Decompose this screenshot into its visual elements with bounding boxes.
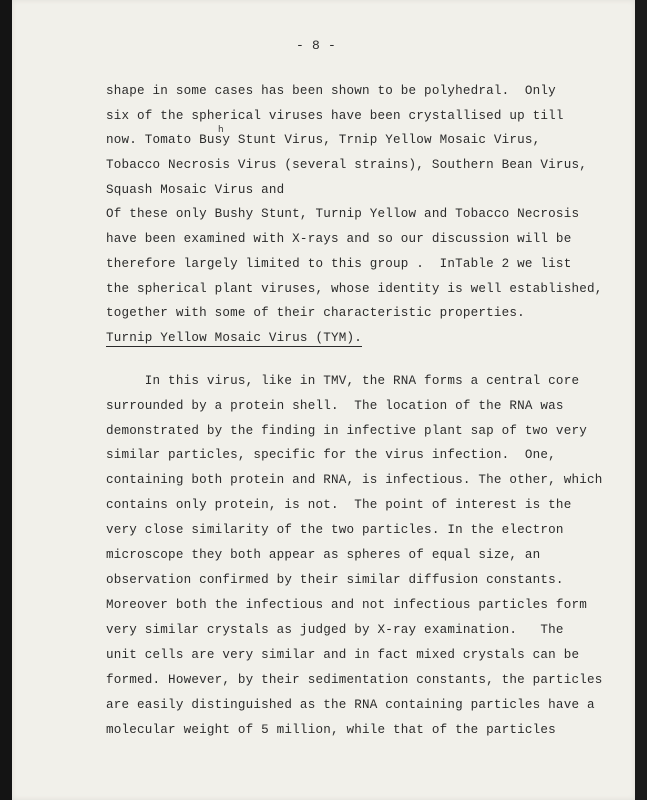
- text-line: surrounded by a protein shell. The location of the RNA was: [106, 399, 564, 413]
- text-line: have been examined with X-rays and so our discussion will be: [106, 232, 572, 246]
- text-line: shape in some cases has been shown to be polyhedral. Only: [106, 84, 556, 98]
- text-line: Tobacco Necrosis Virus (several strains), Southern Bean Virus,: [106, 158, 587, 172]
- text-line: very close similarity of the two particles. In the electron: [106, 523, 564, 537]
- text-line: six of the spherical viruses have been crystallised up till: [106, 109, 564, 123]
- text-line: molecular weight of 5 million, while that of the particles: [106, 723, 556, 737]
- text-line: therefore largely limited to this group . InTable 2 we list: [106, 257, 572, 271]
- text-line: microscope they both appear as spheres of equal size, an: [106, 548, 541, 562]
- text-line: are easily distinguished as the RNA containing particles have a: [106, 698, 595, 712]
- text-line: Squash Mosaic Virus and: [106, 183, 285, 197]
- page-edge: [635, 0, 647, 800]
- text-line: unit cells are very similar and in fact mixed crystals can be: [106, 648, 580, 662]
- text-line: demonstrated by the finding in infective plant sap of two very: [106, 424, 587, 438]
- text-line: now. Tomato Busy Stunt Virus, Trnip Yellow Mosaic Virus,: [106, 133, 541, 147]
- text-line: formed. However, by their sedimentation constants, the particles: [106, 673, 603, 687]
- text-line: containing both protein and RNA, is infectious. The other, which: [106, 473, 603, 487]
- page-number: - 8 -: [296, 38, 337, 53]
- handwritten-correction-mark: h: [218, 125, 224, 135]
- text-line: together with some of their characteristic properties.: [106, 306, 525, 320]
- text-line: In this virus, like in TMV, the RNA forms a central core: [106, 374, 580, 388]
- text-line: very similar crystals as judged by X-ray examination. The: [106, 623, 564, 637]
- text-line: the spherical plant viruses, whose identity is well established,: [106, 282, 603, 296]
- text-line: Moreover both the infectious and not infectious particles form: [106, 598, 587, 612]
- text-line: Of these only Bushy Stunt, Turnip Yellow and Tobacco Necrosis: [106, 207, 580, 221]
- text-line: observation confirmed by their similar diffusion constants.: [106, 573, 564, 587]
- section-heading: Turnip Yellow Mosaic Virus (TYM).: [106, 331, 362, 345]
- text-line: contains only protein, is not. The point of interest is the: [106, 498, 572, 512]
- text-line: similar particles, specific for the virus infection. One,: [106, 448, 556, 462]
